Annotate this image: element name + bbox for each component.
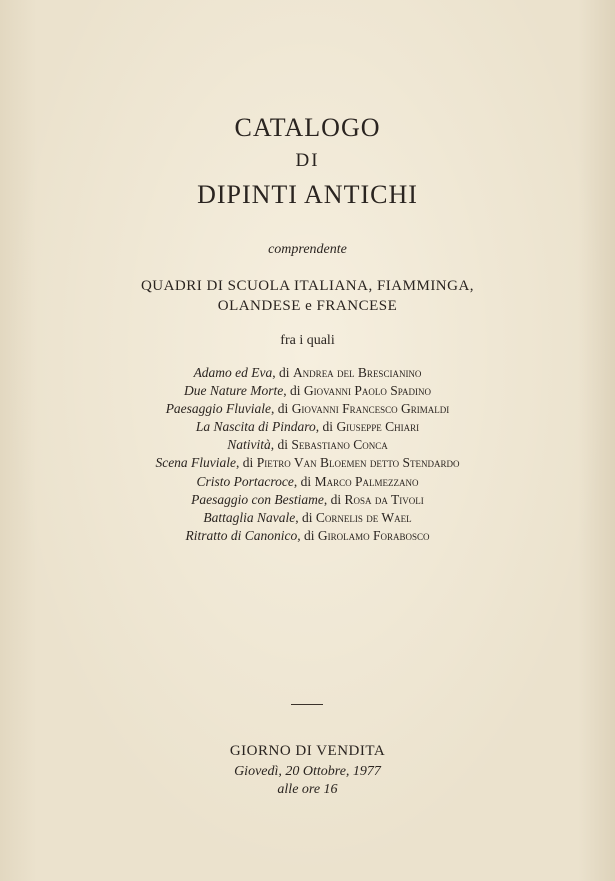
work-item xyxy=(0,491,615,509)
work-by: , di xyxy=(315,419,337,435)
work-by: , di xyxy=(297,527,318,543)
sale-time: alle ore 16 xyxy=(277,782,338,797)
work-title: Due Nature Morte xyxy=(184,383,284,399)
work-item xyxy=(0,400,615,418)
work-item xyxy=(0,364,615,382)
work-item xyxy=(0,436,615,454)
sale-date: Giovedì, 20 Ottobre, 1977 xyxy=(234,764,381,779)
work-suffix: detto Stendardo xyxy=(366,455,460,471)
intro-comprendente: comprendente xyxy=(268,242,347,257)
work-by: , di xyxy=(323,491,345,507)
work-item xyxy=(0,382,615,400)
work-by: , di xyxy=(283,383,304,399)
work-item xyxy=(0,509,615,527)
work-by: , di xyxy=(272,365,293,380)
work-title: Paesaggio Fluviale xyxy=(165,401,272,417)
title-catalogo: CATALOGO xyxy=(234,113,381,142)
work-by: , di xyxy=(295,509,316,525)
work-title: Adamo ed Eva xyxy=(193,365,273,380)
work-title: Battaglia Navale xyxy=(203,509,296,525)
work-author: Marco Palmezzano xyxy=(314,473,419,489)
work-author: Girolamo Forabosco xyxy=(317,527,430,543)
work-item xyxy=(0,418,615,436)
work-title: La Nascita di Pindaro xyxy=(195,419,316,435)
work-author: Pietro Van Bloemen xyxy=(256,455,367,471)
work-by: , di xyxy=(271,401,292,417)
work-title: Natività xyxy=(227,437,271,453)
work-title: Scena Fluviale xyxy=(155,455,237,471)
work-author: Sebastiano Conca xyxy=(291,437,388,453)
work-author: Andrea del Brescianino xyxy=(292,365,422,380)
work-author: Cornelis de Wael xyxy=(315,509,412,525)
work-title: Cristo Portacroce xyxy=(196,473,294,489)
work-author: Rosa da Tivoli xyxy=(344,491,424,507)
work-item xyxy=(0,454,615,472)
works-list xyxy=(0,364,615,545)
work-by: , di xyxy=(270,437,292,453)
work-author: Giuseppe Chiari xyxy=(336,419,420,435)
work-item xyxy=(0,527,615,545)
title-dipinti-antichi: DIPINTI ANTICHI xyxy=(197,180,418,209)
work-title: Ritratto di Canonico xyxy=(185,527,298,543)
subtitle-line-1: QUADRI DI SCUOLA ITALIANA, FIAMMINGA, xyxy=(140,278,475,294)
work-item xyxy=(0,473,615,491)
work-by: , di xyxy=(236,455,257,471)
divider-rule xyxy=(291,704,323,705)
sale-heading: GIORNO DI VENDITA xyxy=(229,743,386,759)
work-author: Giovanni Paolo Spadino xyxy=(303,383,431,399)
subtitle-line-2: OLANDESE e FRANCESE xyxy=(217,298,398,314)
among-label: fra i quali xyxy=(280,333,335,348)
work-title: Paesaggio con Bestiame xyxy=(191,491,324,507)
work-author: Giovanni Francesco Grimaldi xyxy=(291,401,450,417)
work-by: , di xyxy=(293,473,315,489)
title-di: DI xyxy=(295,150,320,171)
